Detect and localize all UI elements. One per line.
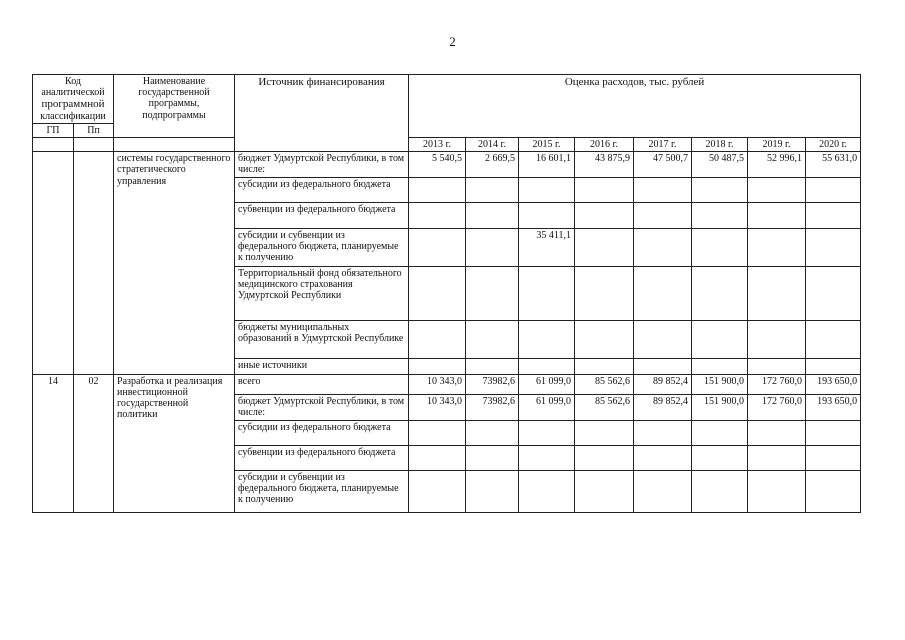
- value-cell: [466, 320, 519, 358]
- value-cell: [409, 266, 466, 320]
- value-cell: [519, 470, 575, 512]
- year-cell: 2014 г.: [466, 138, 519, 152]
- value-cell: [519, 358, 575, 374]
- value-cell: [409, 358, 466, 374]
- value-cell: 151 900,0: [692, 394, 748, 420]
- value-cell: 73982,6: [466, 374, 519, 394]
- value-cell: 35 411,1: [519, 228, 575, 266]
- header-code-line3: программной: [41, 98, 105, 111]
- value-cell: [806, 470, 861, 512]
- value-cell: [466, 470, 519, 512]
- value-cell: [575, 228, 634, 266]
- value-cell: [466, 202, 519, 228]
- header-code: [33, 75, 114, 124]
- value-cell: [634, 177, 692, 202]
- value-cell: [519, 320, 575, 358]
- header-source: Источник финансирования: [235, 75, 409, 152]
- value-cell: [575, 445, 634, 470]
- value-cell: [748, 470, 806, 512]
- value-cell: [748, 320, 806, 358]
- funding-source: всего: [235, 374, 409, 394]
- value-cell: [519, 420, 575, 445]
- value-cell: [806, 445, 861, 470]
- value-cell: [634, 228, 692, 266]
- value-cell: 5 540,5: [409, 152, 466, 177]
- header-row: [33, 75, 861, 124]
- value-cell: 16 601,1: [519, 152, 575, 177]
- value-cell: 89 852,4: [634, 374, 692, 394]
- gp-code: 14: [33, 374, 74, 512]
- funding-source: бюджет Удмуртской Республики, в том числе:: [235, 394, 409, 420]
- value-cell: [409, 320, 466, 358]
- value-cell: [692, 177, 748, 202]
- header-name: [114, 75, 235, 138]
- value-cell: [692, 445, 748, 470]
- value-cell: [748, 358, 806, 374]
- value-cell: [466, 228, 519, 266]
- header-name-spacer: [114, 138, 235, 152]
- value-cell: [806, 320, 861, 358]
- value-cell: [575, 420, 634, 445]
- table-row: [33, 152, 861, 177]
- header-cost: Оценка расходов, тыс. рублей: [409, 75, 861, 138]
- pp-code: [74, 152, 114, 374]
- value-cell: [466, 266, 519, 320]
- value-cell: [692, 420, 748, 445]
- year-cell: 2017 г.: [634, 138, 692, 152]
- value-cell: [634, 445, 692, 470]
- value-cell: 47 500,7: [634, 152, 692, 177]
- value-cell: 61 099,0: [519, 394, 575, 420]
- value-cell: [466, 420, 519, 445]
- header-pp-spacer: [74, 138, 114, 152]
- header-years-row: [33, 138, 861, 152]
- value-cell: [806, 266, 861, 320]
- header-gp-spacer: [33, 138, 74, 152]
- value-cell: 172 760,0: [748, 374, 806, 394]
- value-cell: 52 996,1: [748, 152, 806, 177]
- value-cell: 172 760,0: [748, 394, 806, 420]
- year-cell: 2019 г.: [748, 138, 806, 152]
- value-cell: [748, 445, 806, 470]
- value-cell: [519, 445, 575, 470]
- value-cell: 193 650,0: [806, 394, 861, 420]
- value-cell: [519, 202, 575, 228]
- value-cell: 85 562,6: [575, 374, 634, 394]
- value-cell: [575, 202, 634, 228]
- budget-table: [32, 74, 861, 513]
- funding-source: субсидии и субвенции из федерального бюджета, планируемые к получению: [235, 228, 409, 266]
- pp-code: 02: [74, 374, 114, 512]
- header-code-line4: классификации: [40, 110, 106, 122]
- value-cell: [409, 202, 466, 228]
- value-cell: [575, 358, 634, 374]
- value-cell: [748, 202, 806, 228]
- value-cell: [748, 266, 806, 320]
- value-cell: [634, 470, 692, 512]
- header-pp: Пп: [74, 123, 114, 137]
- value-cell: [634, 202, 692, 228]
- funding-source: Территориальный фонд обязательного медицинского страхования Удмуртской Республики: [235, 266, 409, 320]
- value-cell: 193 650,0: [806, 374, 861, 394]
- value-cell: [466, 177, 519, 202]
- header-name-line2: государственной: [138, 87, 210, 99]
- value-cell: 55 631,0: [806, 152, 861, 177]
- value-cell: [748, 177, 806, 202]
- value-cell: [575, 470, 634, 512]
- gp-code: [33, 152, 74, 374]
- value-cell: 89 852,4: [634, 394, 692, 420]
- value-cell: 50 487,5: [692, 152, 748, 177]
- program-name: Разработка и реализация инвестиционной государственной политики: [114, 374, 235, 512]
- value-cell: [634, 420, 692, 445]
- value-cell: 85 562,6: [575, 394, 634, 420]
- value-cell: [466, 445, 519, 470]
- value-cell: [806, 358, 861, 374]
- value-cell: [634, 320, 692, 358]
- value-cell: [692, 228, 748, 266]
- value-cell: [692, 470, 748, 512]
- value-cell: 10 343,0: [409, 374, 466, 394]
- funding-source: субвенции из федерального бюджета: [235, 445, 409, 470]
- header-name-line3: программы,: [148, 98, 200, 110]
- page-number: 2: [449, 34, 456, 49]
- header-name-line1: Наименование: [142, 76, 206, 87]
- value-cell: 10 343,0: [409, 394, 466, 420]
- header-name-line4: подпрограммы: [142, 109, 206, 121]
- year-cell: 2020 г.: [806, 138, 861, 152]
- value-cell: [748, 420, 806, 445]
- table-row: [33, 374, 861, 394]
- value-cell: [409, 420, 466, 445]
- value-cell: [692, 202, 748, 228]
- header-code-line2: аналитической: [41, 87, 105, 99]
- funding-source: бюджет Удмуртской Республики, в том числе:: [235, 152, 409, 177]
- value-cell: 43 875,9: [575, 152, 634, 177]
- value-cell: [806, 228, 861, 266]
- value-cell: [748, 228, 806, 266]
- year-cell: 2018 г.: [692, 138, 748, 152]
- value-cell: [409, 470, 466, 512]
- value-cell: [806, 177, 861, 202]
- value-cell: [575, 266, 634, 320]
- value-cell: [692, 320, 748, 358]
- funding-source: иные источники: [235, 358, 409, 374]
- funding-source: субсидии из федерального бюджета: [235, 420, 409, 445]
- value-cell: [692, 266, 748, 320]
- value-cell: [634, 266, 692, 320]
- value-cell: [409, 445, 466, 470]
- header-gp: ГП: [33, 123, 74, 137]
- funding-source: субсидии и субвенции из федерального бюджета, планируемые к получению: [235, 470, 409, 512]
- value-cell: [806, 420, 861, 445]
- year-cell: 2015 г.: [519, 138, 575, 152]
- program-name: системы государственного стратегического управления: [114, 152, 235, 374]
- funding-source: бюджеты муниципальных образований в Удмуртской Республике: [235, 320, 409, 358]
- header-code-line1: Код: [65, 76, 81, 87]
- value-cell: [409, 228, 466, 266]
- value-cell: 151 900,0: [692, 374, 748, 394]
- value-cell: 73982,6: [466, 394, 519, 420]
- funding-source: субсидии из федерального бюджета: [235, 177, 409, 202]
- value-cell: 61 099,0: [519, 374, 575, 394]
- value-cell: [575, 320, 634, 358]
- value-cell: [806, 202, 861, 228]
- value-cell: [575, 177, 634, 202]
- value-cell: [692, 358, 748, 374]
- year-cell: 2013 г.: [409, 138, 466, 152]
- value-cell: [409, 177, 466, 202]
- value-cell: [519, 177, 575, 202]
- funding-source: субвенции из федерального бюджета: [235, 202, 409, 228]
- value-cell: [634, 358, 692, 374]
- year-cell: 2016 г.: [575, 138, 634, 152]
- value-cell: [466, 358, 519, 374]
- value-cell: 2 669,5: [466, 152, 519, 177]
- value-cell: [519, 266, 575, 320]
